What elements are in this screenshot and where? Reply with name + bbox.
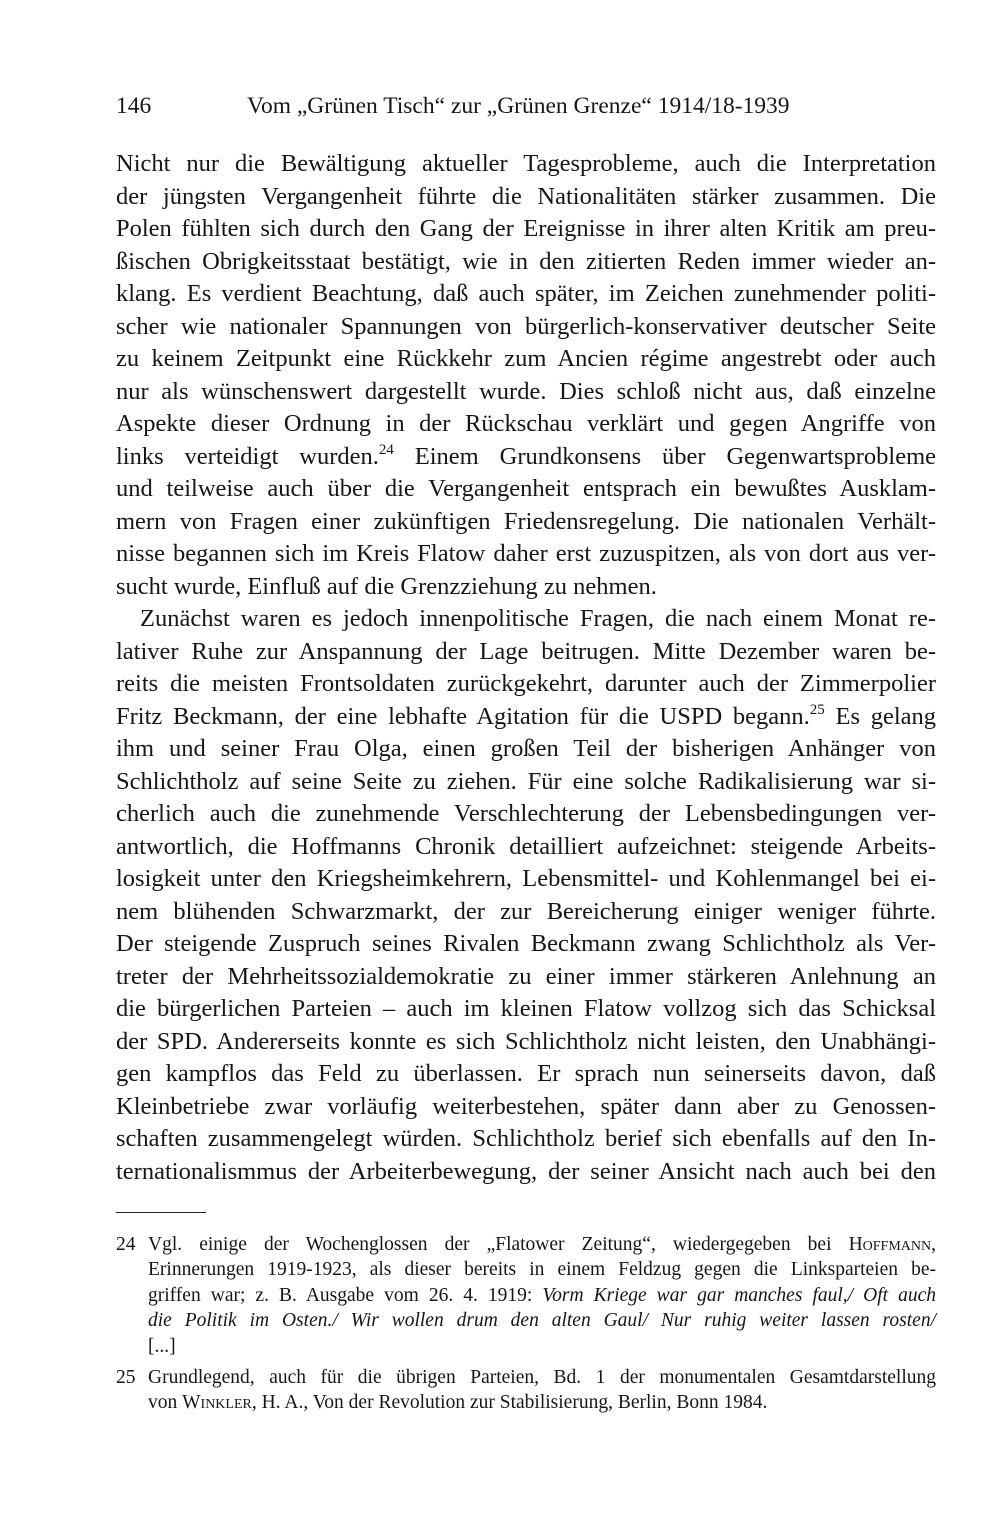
text-line: Zunächst waren es jedoch innenpolitische Fragen, die nach einem Monat re- (140, 605, 936, 632)
text-line: nisse begannen sich im Kreis Flatow daher erst zuzuspitzen, als von dort aus ver- (116, 540, 936, 567)
footnote-24 (116, 1232, 936, 1359)
text-line: zu keinem Zeitpunkt eine Rückkehr zum Ancien régime angestrebt oder auch (116, 345, 936, 372)
text-line: schaften zusammengelegt würden. Schlichtholz berief sich ebenfalls auf den In- (116, 1125, 936, 1152)
footnote-line (148, 1390, 936, 1415)
text-line: klang. Es verdient Beachtung, daß auch später, im Zeichen zunehmender politi- (116, 280, 936, 307)
text-line: nem blühenden Schwarzmarkt, der zur Bereicherung einiger weniger führte. (116, 897, 936, 925)
text-line: scher wie nationaler Spannungen von bürgerlich-konservativer deutscher Seite (116, 312, 936, 340)
footnote-text-segment: von (148, 1392, 183, 1414)
footnote-number: 24 (116, 1234, 136, 1255)
footnote-line (148, 1232, 936, 1257)
paragraph-2 (116, 603, 936, 1188)
footnote-number: 25 (116, 1367, 136, 1389)
footnote-line: Erinnerungen 1919-1923, als dieser bereits in einem Feldzug gegen die Linksparteien be- (148, 1259, 936, 1281)
footnote-line (148, 1283, 936, 1308)
footnote-ref-24: 24 (378, 441, 394, 458)
text-line: reits die meisten Frontsoldaten zurückgekehrt, darunter auch der Zimmerpolier (116, 670, 936, 697)
text-line: cherlich auch die zunehmende Verschlechterung der Lebensbedingungen ver- (116, 800, 936, 827)
footnote-text-segment: H. A., Von der Revolution zur Stabilisierung, Berlin, Bonn 1984. (256, 1392, 768, 1414)
footnote-text (148, 1232, 936, 1359)
text-line: Polen fühlten sich durch den Gang der Ereignisse in ihrer alten Kritik am preu- (116, 215, 936, 242)
author-name: Hoffmann, (848, 1234, 936, 1255)
footnote-text-segment: Vgl. einige der Wochenglossen der „Flatower Zeitung“, wiedergegeben bei (148, 1234, 849, 1255)
text-line: lativer Ruhe zur Anspannung der Lage beitrugen. Mitte Dezember waren be- (116, 637, 936, 665)
text-line: Nicht nur die Bewältigung aktueller Tagesprobleme, auch die Interpretation (116, 150, 936, 177)
quoted-verse: Vorm Kriege war gar manches faul,/ Oft auch (542, 1284, 936, 1306)
main-text (116, 148, 936, 1188)
text-line-segment: links verteidigt wurden. (116, 442, 379, 470)
text-line: sucht wurde, Einfluß auf die Grenzziehung zu nehmen. (116, 572, 657, 600)
text-line-segment: Fritz Beckmann, der eine lebhafte Agitation für die USPD begann. (116, 702, 810, 730)
text-line: gen kampflos das Feld zu überlassen. Er sprach nun seinerseits davon, daß (116, 1060, 936, 1087)
text-line: der SPD. Andererseits konnte es sich Schlichtholz nicht leisten, den Unabhängi- (116, 1027, 936, 1055)
text-line: und teilweise auch über die Vergangenheit entsprach ein bewußtes Ausklam- (116, 475, 936, 502)
text-line: losigkeit unter den Kriegsheimkehrern, Lebensmittel- und Kohlenmangel bei ei- (116, 865, 936, 892)
text-line: treter der Mehrheitssozialdemokratie zu einer immer stärkeren Anlehnung an (116, 962, 936, 990)
text-line: die bürgerlichen Parteien – auch im kleinen Flatow vollzog sich das Schicksal (116, 995, 936, 1022)
text-line: Aspekte dieser Ordnung in der Rückschau verklärt und gegen Angriffe von (116, 410, 936, 437)
running-header (116, 89, 936, 123)
running-head-title: Vom „Grünen Tisch“ zur „Grünen Grenze“ 1914/18-1939 (247, 93, 790, 119)
footnote-text (148, 1365, 936, 1416)
author-name: Winkler, (182, 1392, 257, 1414)
text-line: mern von Fragen einer zukünftigen Friedensregelung. Die nationalen Verhält- (116, 507, 936, 535)
text-line: Der steigende Zuspruch seines Rivalen Beckmann zwang Schlichtholz als Ver- (116, 930, 936, 957)
footnote-ref-25: 25 (809, 701, 825, 718)
text-line (116, 441, 936, 474)
footnote-text-segment: griffen war; z. B. Ausgabe vom 26. 4. 1919: (148, 1284, 543, 1306)
text-line: antwortlich, die Hoffmanns Chronik detailliert aufzeichnet: steigende Arbeits- (116, 832, 936, 860)
text-line-segment: Es gelang (824, 702, 936, 730)
text-line (116, 701, 936, 734)
text-line: der jüngsten Vergangenheit führte die Nationalitäten stärker zusammen. Die (116, 182, 936, 210)
page-number: 146 (116, 93, 152, 119)
text-line: Schlichtholz auf seine Seite zu ziehen. Für eine solche Radikalisierung war si- (116, 767, 936, 795)
text-line: ßischen Obrigkeitsstaat bestätigt, wie in den zitierten Reden immer wieder an- (116, 247, 936, 275)
footnote-line: [...] (148, 1335, 176, 1357)
text-line: Kleinbetriebe zwar vorläufig weiterbestehen, später dann aber zu Genossen- (116, 1092, 936, 1120)
footnote-line: Grundlegend, auch für die übrigen Parteien, Bd. 1 der monumentalen Gesamtdarstellung (148, 1367, 936, 1389)
text-line: ihm und seiner Frau Olga, einen großen Teil der bisherigen Anhänger von (116, 735, 936, 762)
text-line-segment: Einem Grundkonsens über Gegenwartsprobleme (393, 442, 936, 470)
text-line: nur als wünschenswert dargestellt wurde. Dies schloß nicht aus, daß einzelne (116, 377, 936, 405)
footnote-25 (116, 1365, 936, 1416)
footnote-divider (116, 1212, 206, 1213)
footnote-line: die Politik im Osten./ Wir wollen drum den alten Gaul/ Nur ruhig weiter lassen rosten/ (148, 1310, 936, 1332)
paragraph-1 (116, 148, 936, 603)
text-line: ternationalismmus der Arbeiterbewegung, der seiner Ansicht nach auch bei den (116, 1157, 936, 1185)
footnotes (116, 1232, 936, 1416)
